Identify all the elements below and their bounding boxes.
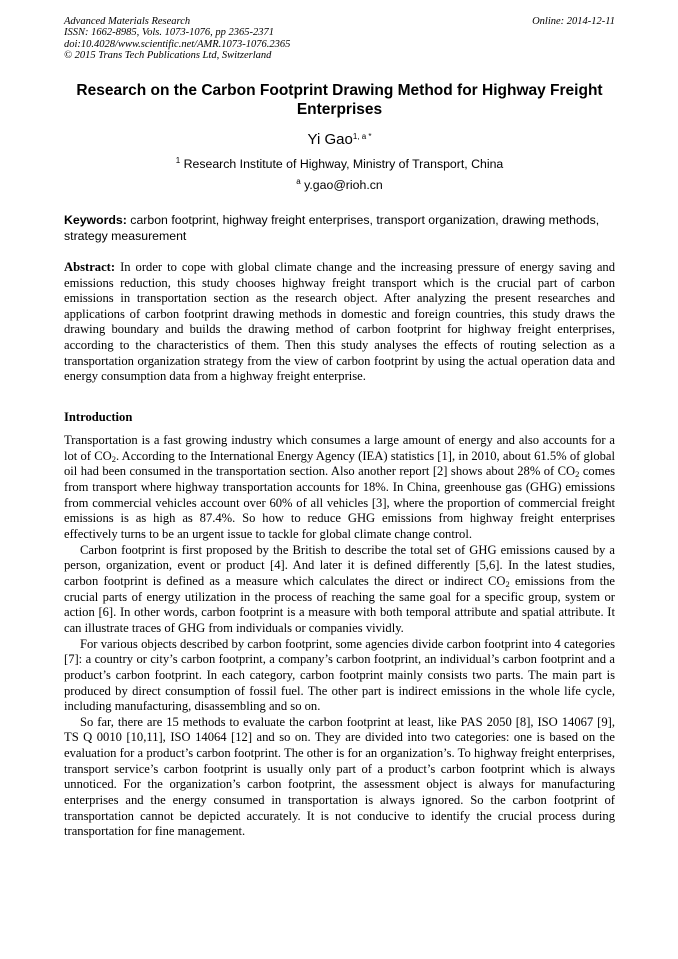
author-email bbox=[64, 178, 615, 193]
author-sup: 1, a * bbox=[352, 132, 372, 141]
introduction-body bbox=[64, 433, 615, 840]
paragraph-1-text-c: comes from transport where highway transportation accounts for 18%. In China, greenhouse gas (GHG) emissions from commercial vehicles account over 60% of all vehicles [3], where the proportion of commercial freight emissions is as high as 87.4%. So how to reduce GHG emissions from highway freight enterprises effectively turns to be an urgent issue to tackle for global climate change control. bbox=[64, 464, 615, 541]
paragraph-2 bbox=[64, 543, 615, 637]
journal-copyright: © 2015 Trans Tech Publications Ltd, Switzerland bbox=[64, 49, 272, 61]
journal-doi: doi:10.4028/www.scientific.net/AMR.1073-1076.2365 bbox=[64, 38, 291, 50]
subscript: 2 bbox=[111, 453, 116, 464]
author-line bbox=[64, 131, 615, 149]
paragraph-1 bbox=[64, 433, 615, 543]
keywords-text: carbon footprint, highway freight enterprises, transport organization, drawing methods, strategy measurement bbox=[64, 213, 600, 243]
subscript: 2 bbox=[505, 578, 510, 589]
paragraph-3: For various objects described by carbon footprint, some agencies divide carbon footprint into 4 categories [7]: a country or city’s carbon footprint, a company’s carbon footprint, an individual’s carbon footprint and a product’s carbon footprint. In each category, carbon footprint mainly consists two parts. The main part is produced by direct consumption of fossil fuel. The other part is indirect emissions in the whole life cycle, including manufacturing, disassembling and so on. bbox=[64, 636, 615, 714]
journal-header bbox=[64, 16, 615, 61]
keywords-label: Keywords: bbox=[64, 213, 127, 227]
paragraph-2-text-b: emissions from the crucial parts of energy utilization in the process of reaching the same goal for a specific group, system or action [6]. In other words, carbon footprint is a measure with both temporal attribute and spatial attribute. It can illustrate traces of GHG from individuals or companies vividly. bbox=[64, 573, 615, 635]
author-name: Yi Gao bbox=[307, 131, 353, 148]
abstract-text: In order to cope with global climate change and the increasing pressure of energy saving and emissions reduction, this study chooses highway freight transport which is the crucial part of carbon emissions in transportation section as the research object. After analyzing the present researches and applications of carbon footprint drawing methods in domestic and foreign countries, this study draws the drawing boundary and builds the drawing method of carbon footprint for highway freight enterprises, according to the characteristics of them. Then this study analyses the effects of routing selection as a transportation organization strategy from the view of carbon footprint by using the actual operation data and energy consumption data from a highway freight enterprise. bbox=[64, 260, 615, 384]
paper-title: Research on the Carbon Footprint Drawing Method for Highway Freight Enterprises bbox=[76, 82, 603, 118]
abstract-label: Abstract: bbox=[64, 260, 116, 274]
journal-name: Advanced Materials Research bbox=[64, 16, 191, 27]
journal-issn: ISSN: 1662-8985, Vols. 1073-1076, pp 2365-2371 bbox=[64, 27, 274, 39]
paragraph-2-text-a: Carbon footprint is first proposed by the British to describe the total set of GHG emissions caused by a person, organization, event or product [4]. And later it is defined differently [5,6]. In the latest studies, carbon footprint is defined as a measure which calculates the direct or indirect CO bbox=[64, 542, 615, 588]
email-sup: a bbox=[296, 177, 301, 186]
section-heading-introduction: Introduction bbox=[64, 410, 133, 424]
affiliation-sup: 1 bbox=[175, 156, 181, 165]
subscript: 2 bbox=[575, 469, 580, 480]
affiliation-text: Research Institute of Highway, Ministry of Transport, China bbox=[183, 157, 504, 171]
abstract bbox=[64, 260, 615, 385]
keywords bbox=[64, 213, 615, 244]
email-text: y.gao@rioh.cn bbox=[304, 178, 383, 192]
paragraph-1-text-b: . According to the International Energy Agency (IEA) statistics [1], in 2010, about 61.5% of global oil had been consumed in the transportation section. Also another report [2] shows about 28% of CO bbox=[64, 448, 616, 479]
paragraph-4: So far, there are 15 methods to evaluate the carbon footprint at least, like PAS 2050 [8], ISO 14067 [9], TS Q 0010 [10,11], ISO 14064 [12] and so on. They are divided into two categories: one is based on the evaluation for a product’s carbon footprint. The other is for an organization’s. To highway freight enterprises, transport service’s carbon footprint is usually only part of a product’s carbon footprint which is always unnoticed. For the organization’s carbon footprint, the assessment object is always for manufacturing enterprises and the energy consumed in transportation is always ignored. So the carbon footprint of transportation cannot be depicted accurately. It is not conducive to identify the crucial process during transportation for fine management. bbox=[64, 714, 615, 839]
paragraph-1-text-a: Transportation is a fast growing industry which consumes a large amount of energy and also accounts for a lot of CO bbox=[64, 433, 615, 463]
affiliation bbox=[64, 157, 615, 172]
online-date: Online: 2014-12-11 bbox=[532, 16, 615, 27]
